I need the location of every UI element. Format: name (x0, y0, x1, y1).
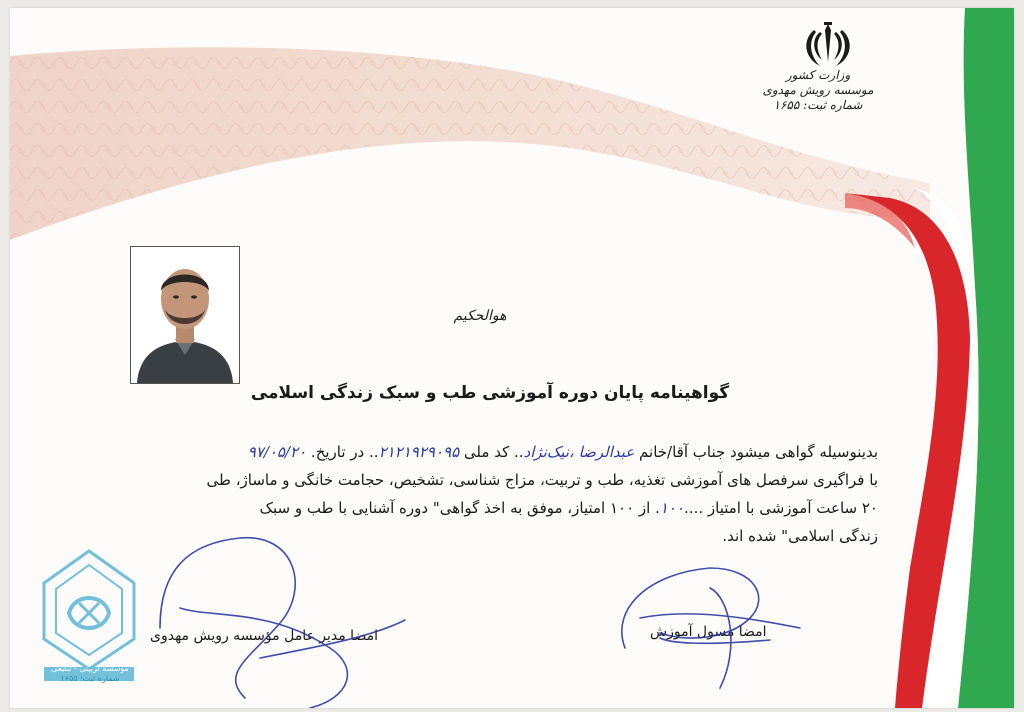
stamp-caption (40, 664, 140, 684)
registration-number: شماره ثبت: ۱۶۵۵ (773, 98, 863, 112)
holder-name: عبدالرضا ،نیک‌نژاد (523, 443, 635, 461)
holder-photo (130, 246, 240, 384)
stamp-caption-line: موسسه تربیتی - تبلیغی (51, 664, 129, 673)
institute-name: موسسه رویش مهدوی (762, 83, 874, 97)
body-text-segment: ۲۰ ساعت آموزشی با امتیاز (707, 499, 878, 517)
body-text-segment: در تاریخ (315, 443, 365, 461)
score-value: ۱۰۰ (659, 499, 685, 517)
invocation-heading: هوالحکیم (453, 308, 507, 324)
training-officer-signature-label: امضا مسول آموزش (650, 624, 767, 640)
certificate-title: گواهینامه پایان دوره آموزشی طب و سبک زندگی اسلامی (250, 383, 730, 403)
institute-header-text (762, 68, 874, 113)
body-line-2: با فراگیری سرفصل های آموزشی تغذیه، طب و تربیت، مزاج شناسی، تشخیص، حجامت خانگی و ماساژ، طی (206, 471, 878, 489)
body-text-segment: بدینوسیله گواهی میشود جناب آقا/خانم (639, 443, 878, 461)
portrait-image (131, 247, 239, 383)
issue-date: ۹۷/۰۵/۲۰ (247, 443, 307, 461)
body-line-3: ۲۰ ساعت آموزشی با امتیاز ....۱۰۰. از ۱۰۰ امتیاز، موفق به اخذ گواهی" دوره آشنایی با طب و سبک (259, 499, 878, 517)
director-signature-label: امضا مدیر عامل مؤسسه رویش مهدوی (150, 628, 378, 644)
stamp-caption-line: شماره ثبت: ۱۶۵۵ (60, 674, 120, 683)
body-line-4: زندگی اسلامی" شده اند. (722, 527, 878, 545)
body-text-segment: از ۱۰۰ امتیاز، موفق به اخذ گواهی" دوره آشنایی با طب و سبک (259, 499, 651, 517)
body-text-segment: کد ملی (463, 443, 510, 461)
body-line-1: بدینوسیله گواهی میشود جناب آقا/خانم عبدالرضا ،نیک‌نژاد.. کد ملی ۲۱۲۱۹۲۹۰۹۵.. در تاریخ. ۹۷/۰۵/۲۰ (247, 443, 878, 461)
national-code: ۲۱۲۱۹۲۹۰۹۵ (378, 443, 460, 461)
ministry-name: وزارت کشور (785, 68, 851, 82)
certificate-body (178, 438, 878, 550)
certificate-page (10, 8, 1014, 708)
